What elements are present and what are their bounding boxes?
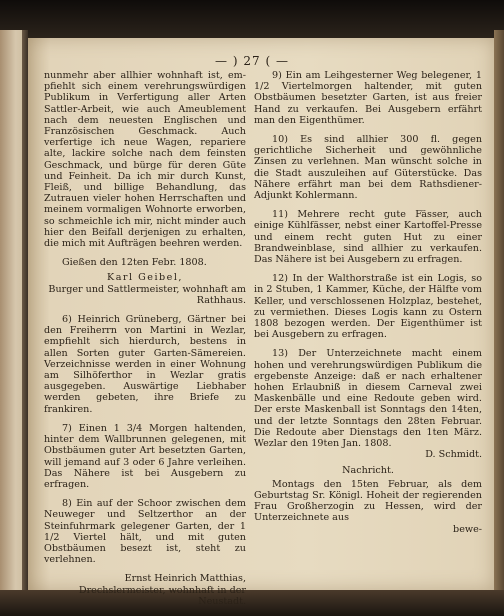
signature-title: Burger und Sattlermeister, wohnhaft am Rathhaus. (48, 283, 246, 306)
entry-11: 11) Mehrere recht gute Fässer, auch einige Kühlfässer, nebst einer Kartoffel-Presse und einem recht guten Hut zu einer Brandweinblase, sind allhier zu verkaufen. Das Nähere ist bei Ausgebern zu erfragen. (254, 209, 482, 266)
left-column (44, 70, 246, 607)
entry-8-signature-title: Drechslermeister, wohnhaft in der Neustadt. (78, 584, 246, 607)
entry-9: 9) Ein am Leihgesterner Weg belegener, 1 1/2 Viertelmorgen haltender, mit guten Obstbäumen besetzter Garten, ist aus freier Hand zu verkaufen. Bei Ausgebern erfährt man den Eigenthümer. (254, 70, 482, 126)
entry-12: 12) In der Walthorstraße ist ein Logis, so in 2 Stuben, 1 Kammer, Küche, der Hälfte vom Keller, und verschlossenen Holzplaz, bestehet, zu vermiethen. Dieses Logis kann zu Ostern 1808 bezogen werden. Der Eigenthümer ist bei Ausgebern zu erfragen. (254, 273, 482, 341)
entry-13: 13) Der Unterzeichnete macht einem hohen und verehrungswürdigen Publikum die ergebenste Anzeige: daß er nach erhaltener hohen Erlaubniß in diesem Carneval zwei Maskenbälle und eine Redoute geben wird. Der erste Maskenball ist Sonntags den 14ten, und der letzte Sonntags den 28ten Februar. Die Redoute aber Dienstags den 1ten März. Wezlar den 19ten Jan. 1808. (254, 348, 482, 450)
nachricht-text: Montags den 15ten Februar, als dem Geburtstag Sr. Königl. Hoheit der regierenden Frau Großherzogin zu Hessen, wird der Unterzeichnete aus (254, 478, 482, 524)
catchword: bewe- (453, 523, 482, 535)
page-number-header: — ) 27 ( — (215, 54, 289, 68)
entry-10: 10) Es sind allhier 300 fl. gegen gerichtliche Sicherheit und gewöhnliche Zinsen zu verlehnen. Man wünscht solche in die Stadt auszuleihen auf Güterstücke. Das Nähere erfährt man bei dem Rathsdiener-Adjunkt Kohlermann. (254, 134, 482, 202)
entry-6: 6) Heinrich Grüneberg, Gärtner bei den Freiherrn von Martini in Wezlar, empfiehlt sich hierdurch, bestens in allen Sorten guter Garten-Sämereien. Verzeichnisse werden in einer Wohnung am Silhöferthor in Wezlar gratis ausgegeben. Auswärtige Liebhaber werden gebeten, ihre Briefe zu frankiren. (44, 314, 246, 415)
entry-5-continued: nunmehr aber allhier wohnhaft ist, em-pfiehlt sich einem verehrungswürdigen Publikum in Verfertigung aller Arten Sattler-Arbeit, wie auch Ameublement nach dem neuesten Englischen und Französischen Geschmack. Auch verfertige ich neue Wagen, repariere alte, lackire solche nach dem feinsten Geschmack, und bürge für deren Güte und Feinheit. Da ich mir durch Kunst, Fleiß, und billige Behandlung, das Zutrauen vieler hohen Herrschaften und meinem vormaligen Wohnorte erworben, so schmeichle ich mir, nicht minder auch hier den Beifall derjenigen zu erhalten, die mich mit Aufträgen beehren werden. (44, 70, 246, 250)
entry-8-signature-name: Ernst Heinrich Matthias, (124, 573, 246, 585)
entry-7: 7) Einen 1 3/4 Morgen haltenden, hinter dem Wallbrunnen gelegenen, mit Obstbäumen guter Art besetzten Garten, will jemand auf 3 oder 6 Jahre verleihen. Das Nähere ist bei Ausgebern zu erfragen. (44, 422, 246, 490)
signature-place-date: Gießen den 12ten Febr. 1808. (62, 257, 207, 269)
right-column (254, 70, 482, 535)
entry-13-signature: D. Schmidt. (425, 449, 482, 461)
section-title-nachricht: Nachricht. (342, 464, 394, 476)
scanner-background-top (0, 0, 504, 38)
entry-8: 8) Ein auf der Schoor zwischen dem Neuweger und Seltzerthor an der Steinfuhrmark gelegener Garten, der 1 1/2 Viertel hält, und mit guten Obstbäumen besezt ist, steht zu verlehnen. (44, 498, 246, 566)
signature-name: Karl Geibel, (107, 272, 183, 284)
page-stack-edge (494, 30, 504, 596)
